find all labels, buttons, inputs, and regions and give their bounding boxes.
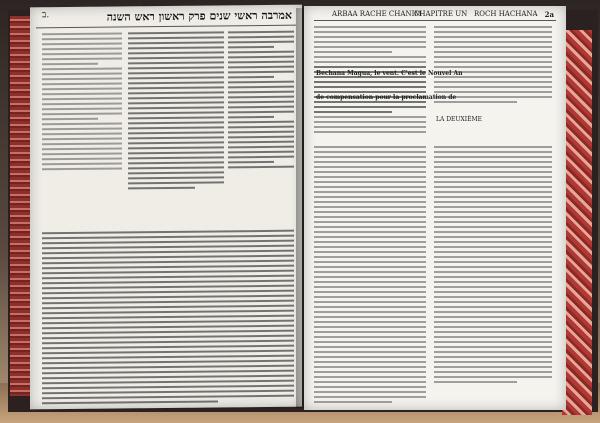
commentary-column-left [42,32,122,173]
french-column-lower-right [434,146,552,386]
running-head-center: CHAPITRE UN [414,10,468,18]
header-rule [36,25,296,29]
french-column-upper-left [314,26,426,136]
right-page [304,6,566,410]
page-edge-right [562,30,592,415]
running-head-left: ARBAA RACHE CHANIM [332,10,422,18]
left-page-corner: ב. [42,10,50,21]
french-phrase-2: LA DEUXIÈME [436,116,483,123]
french-column-lower-left [314,146,426,406]
header-rule-right [314,20,556,21]
running-head-right: ROCH HACHANA [474,10,538,18]
french-phrase-0: Bechana Magua, le vent. C'est le Nouvel An [316,70,463,77]
lower-commentary [42,230,294,408]
left-page [30,5,302,410]
commentary-column-right [228,31,294,172]
main-text-block [128,31,224,192]
french-phrase-1: de compensation pour la proclamation de [316,94,457,101]
left-page-header: אמרבה ראשי שנים פרק ראשון ראש השנה [106,8,292,24]
folio-number: 2a [544,10,554,19]
